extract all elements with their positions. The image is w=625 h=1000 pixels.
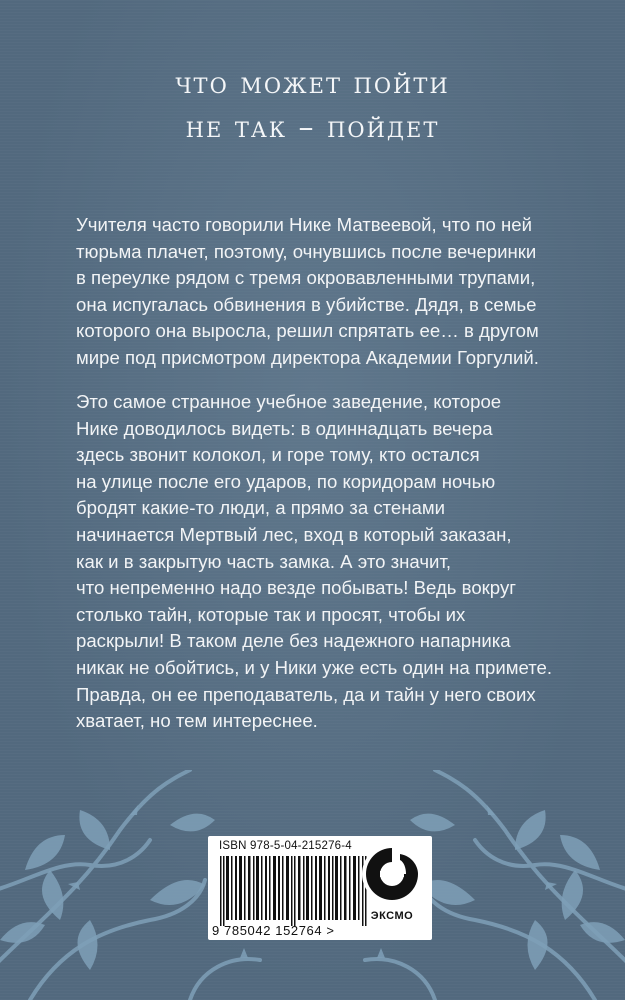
blurb-line: Учителя часто говорили Нике Матвеевой, что по ней: [76, 214, 532, 235]
blurb-line: как и в закрытую часть замка. А это значит,: [76, 550, 452, 572]
blurb-line: Нике доводилось видеть: в одиннадцать вечера: [76, 417, 493, 439]
blurb-line: которого она выросла, решил спрятать ее… в другом: [76, 320, 539, 342]
blurb-line: бродят какие-то люди, а прямо за стенами: [76, 497, 446, 519]
blurb-line: мире под присмотром директора Академии Горгулий.: [76, 346, 539, 368]
publisher-name: ЭКСМО: [370, 910, 414, 922]
ean-digits: 9 785042 152764 >: [212, 923, 335, 938]
tagline-line-2: не так – пойдет: [185, 110, 440, 145]
barcode-bars: [218, 856, 372, 926]
blurb-line: начинается Мертвый лес, вход в который заказан,: [76, 523, 512, 545]
blurb-line: на улице после его ударов, по коридорам ночью: [76, 470, 496, 492]
blurb-line: раскрыли! В таком деле без надежного напарника: [76, 630, 511, 652]
blurb-line: что непременно надо везде побывать! Ведь вокруг: [76, 577, 517, 599]
blurb-paragraph-1: [76, 212, 556, 372]
blurb-line: хватает, но тем интереснее.: [76, 710, 318, 732]
blurb-line: столько тайн, которые так и просят, чтобы их: [76, 603, 466, 625]
blurb-line: здесь звонит колокол, и горе тому, кто остался: [76, 444, 480, 466]
eksmo-logo-icon: [360, 842, 424, 906]
tagline: [0, 62, 625, 150]
blurb-line: Это самое странное учебное заведение, которое: [76, 391, 502, 412]
blurb-line: никак не обойтись, и у Ники уже есть один на примете.: [76, 656, 553, 678]
tagline-line-1: что может пойти: [175, 66, 450, 101]
isbn-number: ISBN 978-5-04-215276-4: [219, 840, 352, 852]
blurb-line: Правда, он ее преподаватель, да и тайн у него своих: [76, 683, 536, 705]
blurb-line: тюрьма плачет, поэтому, очнувшись после вечеринки: [76, 240, 537, 262]
blurb-line: в переулке рядом с тремя окровавленными трупами,: [76, 267, 536, 289]
blurb-line: она испугалась обвинения в убийстве. Дядя, в семье: [76, 293, 537, 315]
blurb-paragraph-2: [76, 389, 556, 735]
